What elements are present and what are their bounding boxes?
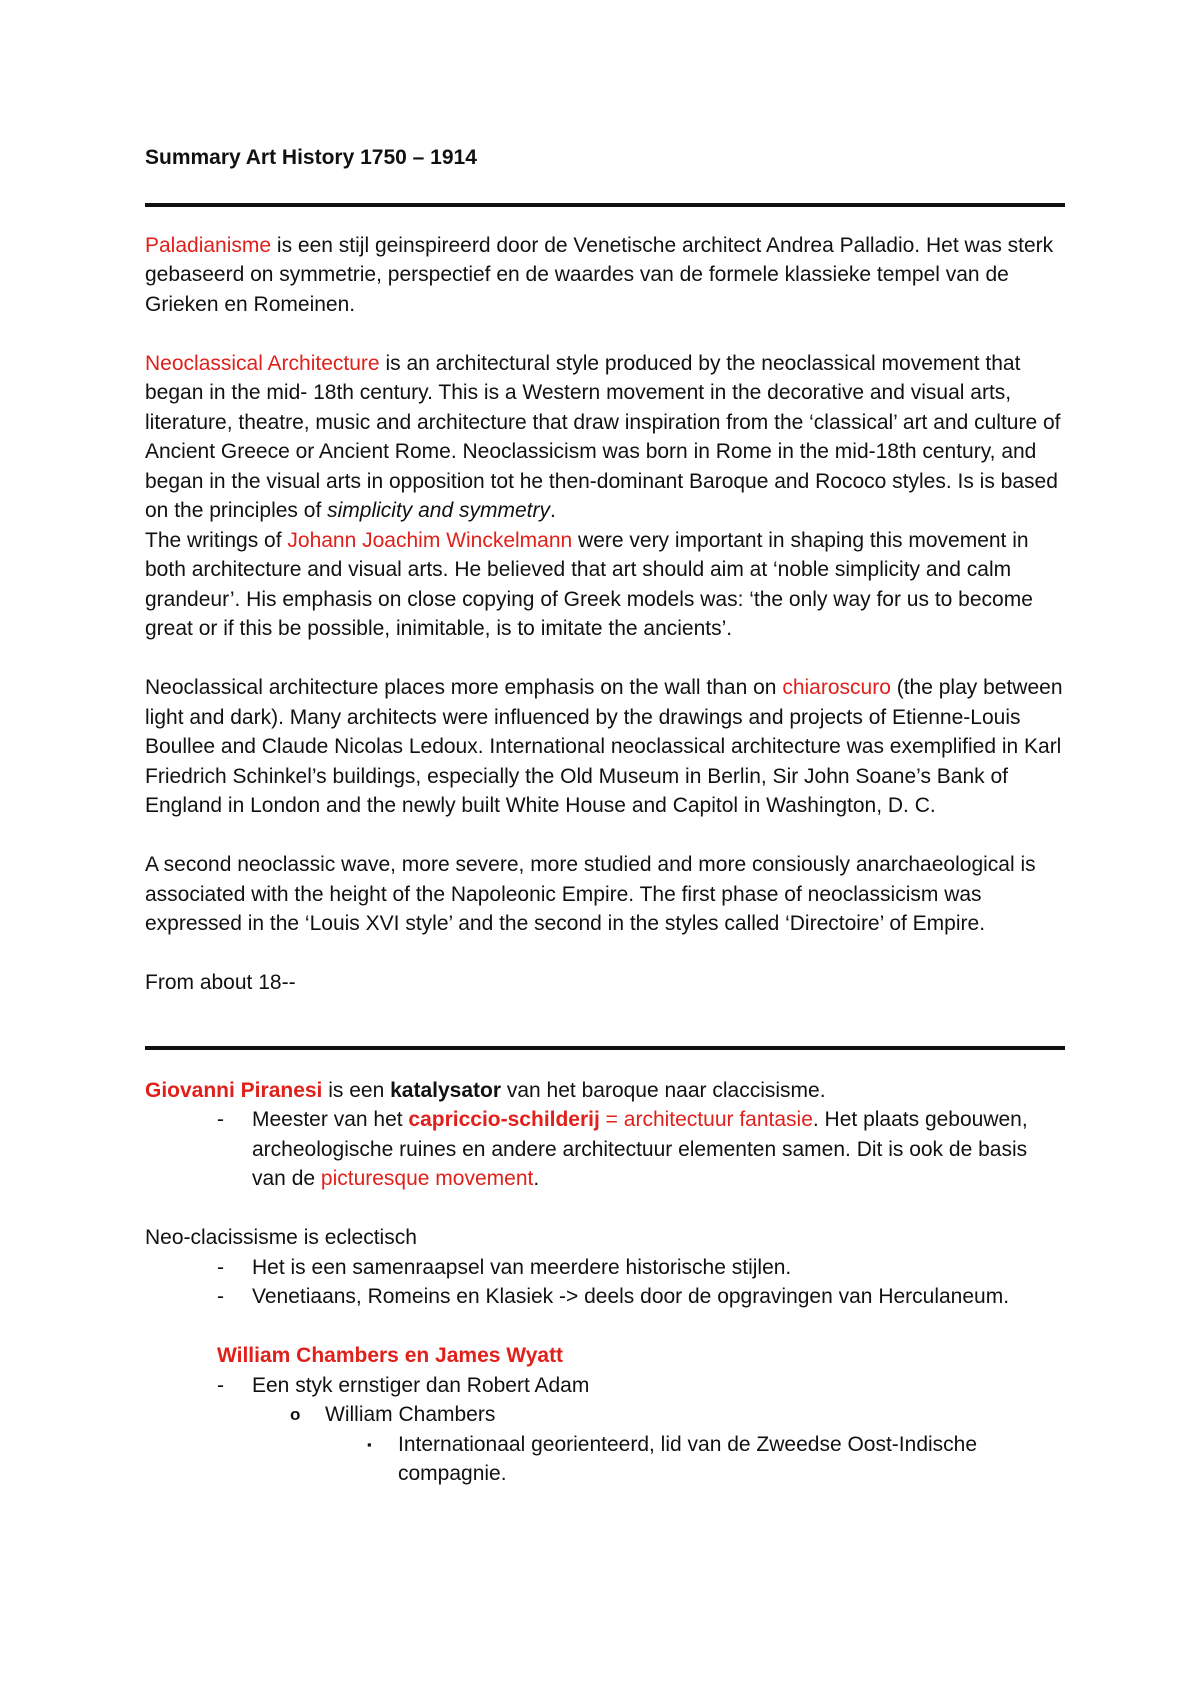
document-content: [145, 143, 1065, 1489]
term-neoclassical-architecture: Neoclassical Architecture: [145, 351, 380, 375]
term-piranesi: Giovanni Piranesi: [145, 1078, 323, 1102]
list-item: ▪ Internationaal georienteerd, lid van de Zweedse Oost-Indische compagnie.: [145, 1430, 1065, 1489]
list-item: - Venetiaans, Romeins en Klasiek -> deels door de opgravingen van Herculaneum.: [145, 1282, 1065, 1312]
emphasis-simplicity: simplicity and symmetry: [327, 499, 550, 522]
term-chiaroscuro: chiaroscuro: [782, 676, 891, 699]
dash-bullet-icon: -: [217, 1373, 224, 1397]
dash-bullet-icon: -: [217, 1108, 224, 1131]
paragraph-chiaroscuro: Neoclassical architecture places more emphasis on the wall than on chiaroscuro (the play between light and dark). Many architects were influenced by the drawings and projects of Etienne-Louis Boullee and Claude Nicolas Ledoux. International neoclassical architecture was exemplified in Karl Friedrich Schinkel’s buildings, especially the Old Museum in Berlin, Sir John Soane’s Bank of England in London and the newly built White House and Capitol in Washington, D. C.: [145, 676, 1063, 817]
paragraph-second-wave: A second neoclassic wave, more severe, more studied and more consiously anarchaeological is associated with the height of the Napoleonic Empire. The first phase of neoclassicism was expressed in the ‘Louis XVI style’ and the second in the styles called ‘Directoire’ of Empire.: [145, 853, 1036, 935]
square-bullet-icon: ▪: [367, 1436, 372, 1452]
dash-bullet-icon: -: [217, 1255, 224, 1279]
list-item: - Een styk ernstiger dan Robert Adam: [145, 1371, 1065, 1401]
document-title: Summary Art History 1750 – 1914: [145, 146, 477, 169]
paragraph-paladianisme: Paladianisme is een stijl geinspireerd door de Venetische architect Andrea Palladio. Het was sterk gebaseerd on symmetrie, perspectief en de waardes van de formele klassieke tempel van de Grieken en Romeinen.: [145, 233, 1054, 316]
term-katalysator: katalysator: [390, 1078, 502, 1102]
term-capriccio: capriccio-schilderij: [408, 1108, 600, 1131]
paragraph-piranesi: Giovanni Piranesi is een katalysator van het baroque naar claccisisme.: [145, 1078, 826, 1102]
paragraph-eclectic: Neo-clacissisme is eclectisch: [145, 1226, 417, 1249]
list-item: - Het is een samenraapsel van meerdere historische stijlen.: [145, 1253, 1065, 1283]
dash-bullet-icon: -: [217, 1285, 224, 1308]
list-item: - Meester van het capriccio-schilderij = architectuur fantasie. Het plaats gebouwen, archeologische ruines en andere architectuur elementen samen. Dit is ook de basis van de picturesque movement.: [145, 1105, 1065, 1194]
term-paladianisme: Paladianisme: [145, 233, 272, 257]
term-winckelmann: Johann Joachim Winckelmann: [287, 528, 573, 552]
paragraph-from-about: From about 18--: [145, 971, 296, 994]
paragraph-winckelmann: The writings of Johann Joachim Winckelmann were very important in shaping this movement in both architecture and visual arts. He believed that art should aim at ‘noble simplicity and calm grandeur’. His emphasis on close copying of Greek models was: ‘the only way for us to become great or if this be possible, inimitable, is to imitate the ancients’.: [145, 528, 1033, 640]
paragraph-neoclassical-architecture: Neoclassical Architecture is an architectural style produced by the neoclassical movement that began in the mid- 18th century. This is a Western movement in the decorative and visual arts, literature, theatre, music and architecture that draw inspiration from the ‘classical’ art and culture of Ancient Greece or Ancient Rome. Neoclassicism was born in Rome in the mid-18th century, and began in the visual arts in opposition tot he then-dominant Baroque and Rococo styles. Is is based on the principles of simplicity and symmetry.: [145, 351, 1061, 522]
list-item: o William Chambers: [145, 1400, 1065, 1430]
circle-bullet-icon: o: [290, 1405, 301, 1424]
term-picturesque: picturesque movement: [320, 1167, 534, 1190]
heading-chambers-wyatt: William Chambers en James Wyatt: [217, 1344, 564, 1367]
